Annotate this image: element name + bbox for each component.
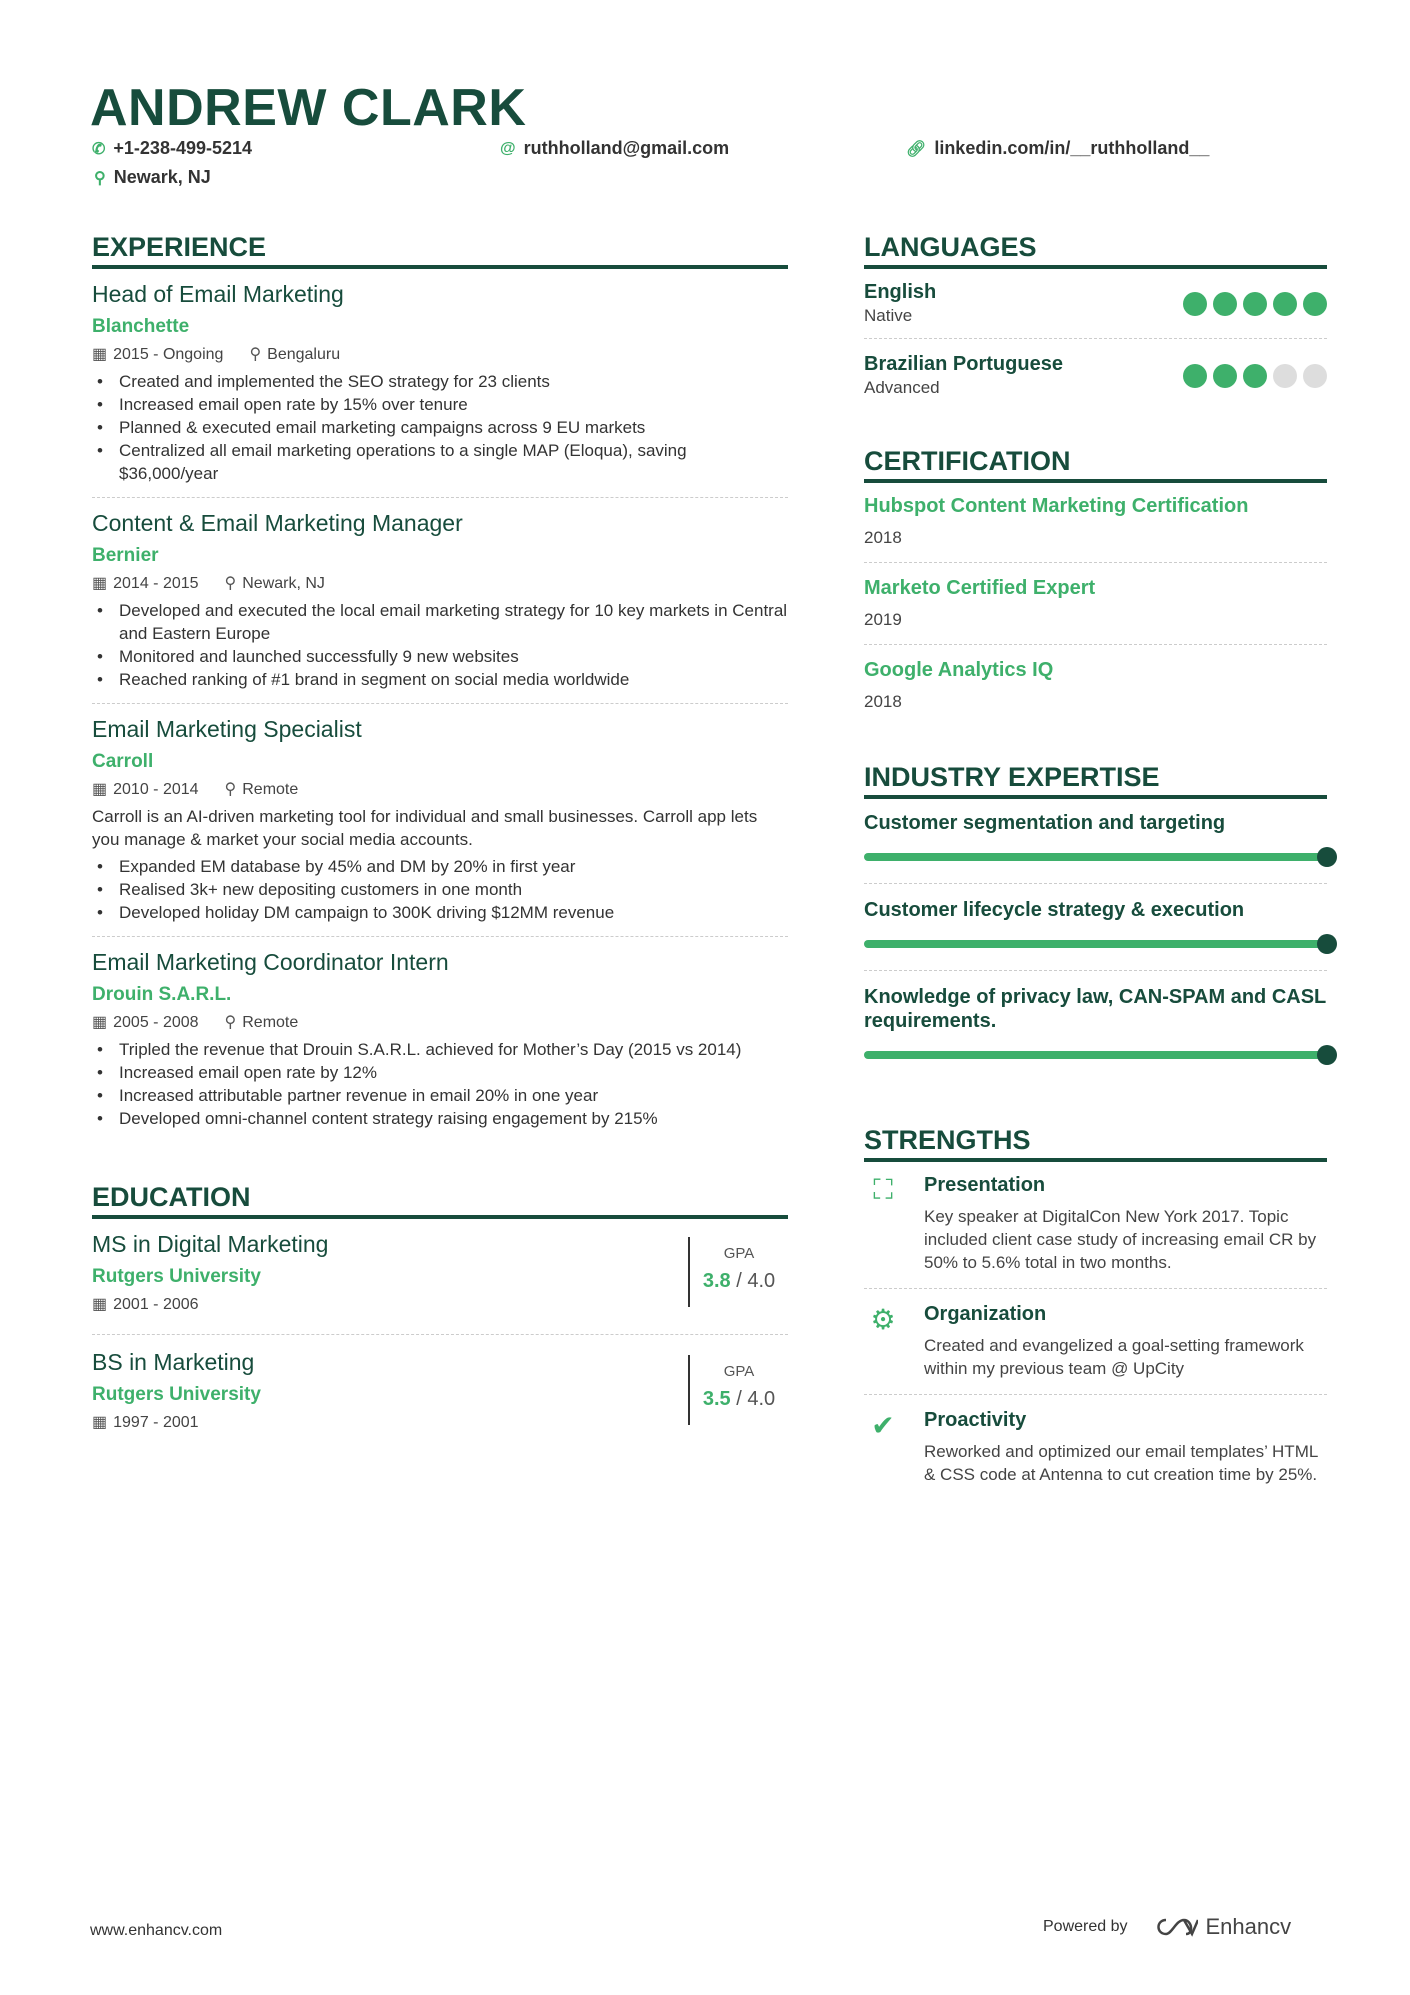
job-location-text: Remote bbox=[242, 781, 299, 798]
language-entry bbox=[864, 281, 1327, 339]
location-text: Newark, NJ bbox=[113, 167, 211, 187]
presentation-icon: ⛶ bbox=[873, 1174, 893, 1205]
language-entry bbox=[864, 353, 1327, 410]
gpa-box bbox=[688, 1355, 788, 1425]
job-bullet: • Created and implemented the SEO strategy for 23 clients bbox=[92, 370, 788, 393]
experience-title: EXPERIENCE bbox=[92, 232, 788, 269]
education-dates bbox=[92, 1294, 328, 1314]
job-location-text: Bengaluru bbox=[267, 346, 341, 363]
language-name: English bbox=[864, 281, 937, 303]
strength-description: Key speaker at DigitalCon New York 2017. Topic included client case study of increasing email CR by 50% to 5.6% total in two months. bbox=[924, 1207, 1317, 1272]
powered-by: Powered by bbox=[1043, 1918, 1128, 1935]
email[interactable] bbox=[500, 138, 729, 159]
job-role: Head of Email Marketing bbox=[92, 281, 344, 307]
job-bullets bbox=[92, 855, 788, 924]
job-bullet: • Expanded EM database by 45% and DM by 20% in first year bbox=[92, 855, 788, 878]
certification-entry bbox=[864, 495, 1327, 563]
strengths-title: STRENGTHS bbox=[864, 1125, 1327, 1162]
job-location-text: Remote bbox=[242, 1014, 299, 1031]
strength-entry bbox=[864, 1174, 1327, 1289]
job-dates-text: 2005 - 2008 bbox=[113, 1014, 199, 1031]
email-text[interactable]: ruthholland@gmail.com bbox=[523, 138, 730, 158]
degree: MS in Digital Marketing bbox=[92, 1231, 329, 1257]
education-entry bbox=[92, 1349, 788, 1452]
language-level: Native bbox=[864, 306, 913, 325]
education-dates-text: 2001 - 2006 bbox=[113, 1296, 199, 1313]
gears-icon: ⚙ bbox=[870, 1304, 896, 1335]
job-dates-text: 2010 - 2014 bbox=[113, 781, 199, 798]
certification-year: 2018 bbox=[864, 528, 902, 547]
location-pin-icon: ⚲ bbox=[224, 1014, 237, 1031]
job-bullets bbox=[92, 599, 788, 691]
rating-dot bbox=[1213, 292, 1237, 316]
job-bullet: • Tripled the revenue that Drouin S.A.R.L. achieved for Mother’s Day (2015 vs 2014) bbox=[92, 1038, 788, 1061]
job-entry bbox=[92, 510, 788, 704]
job-description: Carroll is an AI-driven marketing tool for individual and small businesses. Carroll app lets you manage & market your social media accounts. bbox=[92, 807, 758, 849]
rating-dot bbox=[1243, 364, 1267, 388]
calendar-icon: ▦ bbox=[92, 575, 108, 592]
rating-dot bbox=[1243, 292, 1267, 316]
education-dates bbox=[92, 1412, 261, 1432]
job-entry bbox=[92, 716, 788, 937]
footer-brand bbox=[1043, 1914, 1291, 1940]
job-role: Content & Email Marketing Manager bbox=[92, 510, 463, 536]
check-icon: ✔ bbox=[871, 1410, 895, 1441]
job-meta bbox=[92, 779, 788, 799]
job-bullet: • Reached ranking of #1 brand in segment on social media worldwide bbox=[92, 668, 788, 691]
candidate-name: ANDREW CLARK bbox=[90, 79, 527, 137]
rating-dot bbox=[1303, 292, 1327, 316]
calendar-icon: ▦ bbox=[92, 1414, 108, 1431]
job-meta bbox=[92, 573, 788, 593]
job-location bbox=[225, 1012, 299, 1032]
gpa-value: 3.5 / 4.0 bbox=[702, 1388, 776, 1410]
job-bullet: • Planned & executed email marketing campaigns across 9 EU markets bbox=[92, 416, 788, 439]
calendar-icon: ▦ bbox=[92, 1014, 108, 1031]
certification-name: Google Analytics IQ bbox=[864, 659, 1054, 681]
location bbox=[94, 167, 211, 188]
job-bullets bbox=[92, 370, 788, 485]
degree: BS in Marketing bbox=[92, 1349, 255, 1375]
expertise-entry bbox=[864, 985, 1327, 1081]
job-bullet: • Increased email open rate by 15% over tenure bbox=[92, 393, 788, 416]
strength-description: Reworked and optimized our email templates’ HTML & CSS code at Antenna to cut creation time by 25%. bbox=[924, 1442, 1318, 1484]
languages-title: LANGUAGES bbox=[864, 232, 1327, 269]
education-dates-text: 1997 - 2001 bbox=[113, 1414, 199, 1431]
expertise-name: Customer lifecycle strategy & execution bbox=[864, 899, 1245, 921]
job-bullets bbox=[92, 1038, 788, 1130]
job-bullet: • Monitored and launched successfully 9 new websites bbox=[92, 645, 788, 668]
right-column bbox=[864, 232, 1327, 1514]
experience-list bbox=[92, 281, 788, 1142]
job-role: Email Marketing Coordinator Intern bbox=[92, 949, 449, 975]
job-location bbox=[225, 573, 325, 593]
job-company: Bernier bbox=[92, 545, 159, 566]
strength-title: Organization bbox=[924, 1303, 1047, 1325]
job-dates bbox=[92, 344, 223, 364]
location-pin-icon: ⚲ bbox=[94, 169, 106, 187]
rating-dot bbox=[1273, 292, 1297, 316]
phone-text: +1-238-499-5214 bbox=[113, 138, 253, 158]
strength-entry bbox=[864, 1409, 1327, 1500]
job-company: Carroll bbox=[92, 751, 154, 772]
certification-list bbox=[864, 495, 1327, 726]
job-dates-text: 2014 - 2015 bbox=[113, 575, 199, 592]
education-title: EDUCATION bbox=[92, 1182, 788, 1219]
footer-website[interactable]: www.enhancv.com bbox=[90, 1922, 223, 1939]
language-level: Advanced bbox=[864, 378, 940, 397]
expertise-name: Customer segmentation and targeting bbox=[864, 812, 1226, 834]
job-bullet: • Realised 3k+ new depositing customers in one month bbox=[92, 878, 788, 901]
enhancv-logo-icon bbox=[1152, 1916, 1198, 1938]
gpa-box bbox=[688, 1237, 788, 1307]
location-pin-icon: ⚲ bbox=[224, 781, 237, 798]
location-pin-icon: ⚲ bbox=[224, 575, 237, 592]
gpa-label: GPA bbox=[723, 1363, 755, 1380]
expertise-title: INDUSTRY EXPERTISE bbox=[864, 762, 1327, 799]
certification-year: 2018 bbox=[864, 692, 902, 711]
calendar-icon: ▦ bbox=[92, 1296, 108, 1313]
rating-dot bbox=[1273, 364, 1297, 388]
job-entry bbox=[92, 281, 788, 498]
certification-name: Hubspot Content Marketing Certification bbox=[864, 495, 1249, 517]
school: Rutgers University bbox=[92, 1266, 261, 1287]
education-list bbox=[92, 1231, 788, 1452]
certification-entry bbox=[864, 659, 1327, 726]
job-dates bbox=[92, 573, 199, 593]
language-rating bbox=[1183, 364, 1327, 388]
job-entry bbox=[92, 949, 788, 1142]
location-pin-icon: ⚲ bbox=[249, 346, 262, 363]
job-company: Blanchette bbox=[92, 316, 190, 337]
job-location bbox=[249, 344, 340, 364]
rating-dot bbox=[1213, 364, 1237, 388]
brand-name: Enhancv bbox=[1205, 1914, 1292, 1939]
job-bullet: • Centralized all email marketing operations to a single MAP (Eloqua), saving $36,000/year bbox=[92, 439, 788, 485]
phone bbox=[92, 138, 252, 159]
expertise-bar bbox=[864, 940, 1327, 948]
job-bullet: • Developed omni-channel content strategy raising engagement by 215% bbox=[92, 1107, 788, 1130]
job-meta bbox=[92, 344, 788, 364]
link-icon: 🔗︎ bbox=[906, 140, 927, 158]
job-bullet: • Developed and executed the local email marketing strategy for 10 key markets in Central and Eastern Europe bbox=[92, 599, 788, 645]
language-name: Brazilian Portuguese bbox=[864, 353, 1063, 375]
certification-year: 2019 bbox=[864, 610, 902, 629]
education-entry bbox=[92, 1231, 788, 1335]
calendar-icon: ▦ bbox=[92, 781, 108, 798]
job-bullet: • Developed holiday DM campaign to 300K driving $12MM revenue bbox=[92, 901, 788, 924]
gpa-max: 4.0 bbox=[747, 1388, 776, 1410]
left-column bbox=[92, 232, 788, 1466]
strength-title: Proactivity bbox=[924, 1409, 1027, 1431]
job-location-text: Newark, NJ bbox=[242, 575, 325, 592]
rating-dot bbox=[1303, 364, 1327, 388]
linkedin-text[interactable]: linkedin.com/in/__ruthholland__ bbox=[934, 138, 1210, 158]
rating-dot bbox=[1183, 364, 1207, 388]
expertise-bar bbox=[864, 1051, 1327, 1059]
language-rating bbox=[1183, 292, 1327, 316]
expertise-list bbox=[864, 811, 1327, 1081]
strength-description: Created and evangelized a goal-setting framework within my previous team @ UpCity bbox=[924, 1336, 1304, 1378]
school: Rutgers University bbox=[92, 1384, 261, 1405]
expertise-knob bbox=[1317, 934, 1337, 954]
calendar-icon: ▦ bbox=[92, 346, 108, 363]
job-bullet: • Increased attributable partner revenue in email 20% in one year bbox=[92, 1084, 788, 1107]
at-icon: @ bbox=[500, 139, 516, 157]
job-role: Email Marketing Specialist bbox=[92, 716, 362, 742]
gpa-score: 3.8 bbox=[702, 1270, 731, 1292]
strength-entry bbox=[864, 1303, 1327, 1395]
strength-title: Presentation bbox=[924, 1174, 1046, 1196]
gpa-max: 4.0 bbox=[747, 1270, 776, 1292]
expertise-name: Knowledge of privacy law, CAN-SPAM and CASL requirements. bbox=[864, 986, 1326, 1032]
job-meta bbox=[92, 1012, 788, 1032]
enhancv-logo[interactable] bbox=[1152, 1914, 1292, 1940]
rating-dot bbox=[1183, 292, 1207, 316]
job-location bbox=[225, 779, 299, 799]
phone-icon: ✆ bbox=[92, 140, 106, 158]
job-dates bbox=[92, 779, 199, 799]
expertise-knob bbox=[1317, 1045, 1337, 1065]
expertise-knob bbox=[1317, 847, 1337, 867]
gpa-label: GPA bbox=[723, 1245, 755, 1262]
certification-name: Marketo Certified Expert bbox=[864, 577, 1096, 599]
expertise-bar bbox=[864, 853, 1327, 861]
languages-list bbox=[864, 281, 1327, 410]
certification-entry bbox=[864, 577, 1327, 645]
gpa-value: 3.8 / 4.0 bbox=[702, 1270, 776, 1292]
expertise-entry bbox=[864, 898, 1327, 971]
job-dates-text: 2015 - Ongoing bbox=[113, 346, 224, 363]
expertise-entry bbox=[864, 811, 1327, 884]
job-dates bbox=[92, 1012, 199, 1032]
gpa-score: 3.5 bbox=[702, 1388, 731, 1410]
strengths-list bbox=[864, 1174, 1327, 1500]
certification-title: CERTIFICATION bbox=[864, 446, 1327, 483]
job-bullet: • Increased email open rate by 12% bbox=[92, 1061, 788, 1084]
job-company: Drouin S.A.R.L. bbox=[92, 984, 232, 1005]
linkedin[interactable] bbox=[906, 138, 1209, 159]
